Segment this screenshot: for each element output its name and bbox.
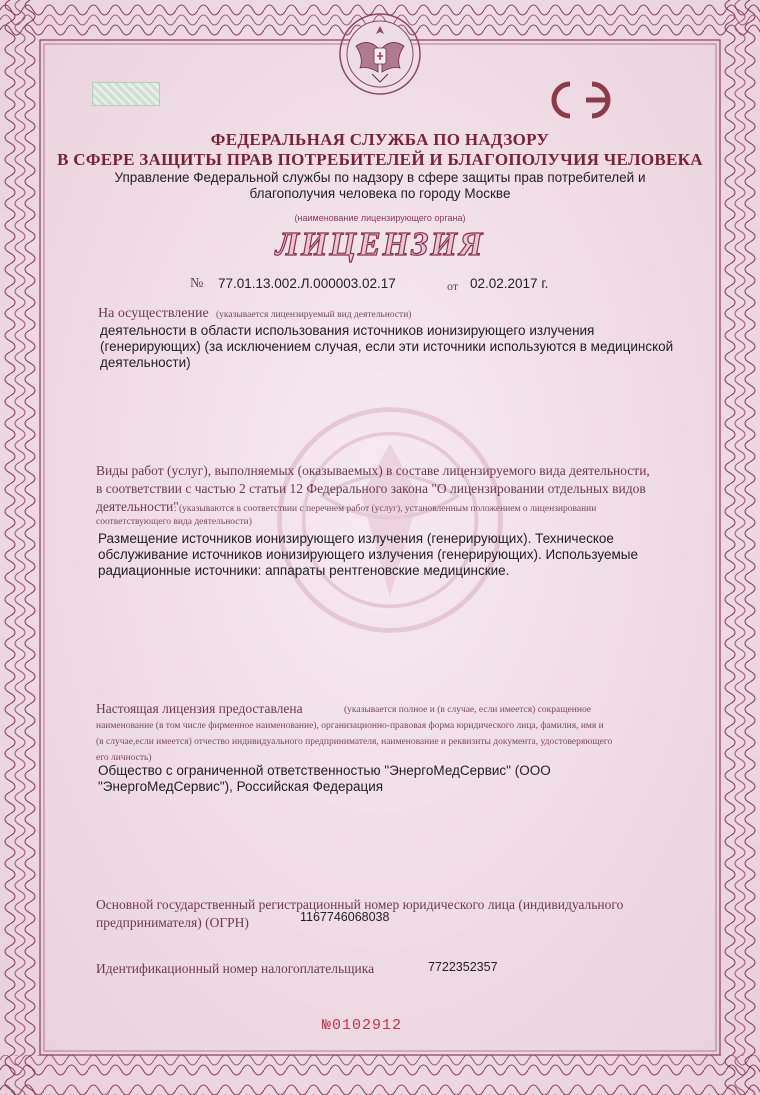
se-certification-mark-icon [548,78,618,122]
holder-name-line1: Общество с ограниченной ответственностью "ЭнергоМедСервис" (ООО [98,763,551,778]
works-text-line1: Размещение источников ионизирующего излучения (генерирующих). Техническое [98,531,614,546]
activity-text-line3: деятельности) [100,355,191,370]
license-number-label: № [190,276,204,291]
holder-name-line2: "ЭнергоМедСервис"), Российская Федерация [98,779,384,794]
form-serial-number: №0102912 [322,1017,403,1034]
license-date-label: от [447,279,459,293]
holder-caption-line3: (в случае,если имеется) отчество индивидуального предпринимателя, наименование и реквизиты документа, удостоверяющего [96,737,613,747]
holder-label: Настоящая лицензия предоставлена [96,701,303,716]
activity-label: На осуществление [98,306,209,321]
works-label-line3: деятельности" [96,499,179,514]
holder-caption-line2: наименование (в том числе фирменное наименование), организационно-правовая форма юридического лица, фамилия, имя и [96,721,604,731]
org-name-line1: ФЕДЕРАЛЬНАЯ СЛУЖБА ПО НАДЗОРУ [210,130,550,149]
works-text-line2: обслуживание источников ионизирующего излучения (генерирующих). Используемые [98,547,638,562]
issuer-line1: Управление Федеральной службы по надзору в сфере защиты прав потребителей и [114,170,646,185]
works-caption-line2: соответствующего вида деятельности) [96,517,252,527]
ogrn-label-line1: Основной государственный регистрационный номер юридического лица (индивидуального [96,897,624,912]
license-number: 77.01.13.002.Л.000003.02.17 [218,276,396,291]
holder-caption-line1: (указывается полное и (в случае, если имеется) сокращенное [344,705,592,715]
issuer-caption: (наименование лицензирующего органа) [294,213,466,223]
works-label-line2: в соответствии с частью 2 статьи 12 Федерального закона "О лицензировании отдельных видов [96,481,646,496]
works-label-line1: Виды работ (услуг), выполняемых (оказываемых) в составе лицензируемого вида деятельности, [96,463,650,478]
works-caption-line1: : (указываются в соответствии с перечнем работ (услуг), установленным положением о лицензировании [174,504,597,514]
russian-coat-of-arms-icon [338,12,422,96]
inn-label: Идентификационный номер налогоплательщика [96,961,375,976]
issuer-line2: благополучия человека по городу Москве [249,186,511,201]
ogrn-value: 1167746068038 [300,910,390,924]
license-date: 02.02.2017 г. [470,276,549,291]
activity-text-line1: деятельности в области использования источников ионизирующего излучения [100,323,595,338]
activity-caption: (указывается лицензируемый вид деятельности) [216,310,412,320]
watermark-emblem [270,400,510,640]
activity-text-line2: (генерирующих) (за исключением случая, если эти источники используются в медицинской [100,339,674,354]
ogrn-label-line2: предпринимателя) (ОГРН) [96,915,249,930]
holder-caption-line4: его личность) [96,753,152,763]
org-name-line2: В СФЕРЕ ЗАЩИТЫ ПРАВ ПОТРЕБИТЕЛЕЙ И БЛАГОПОЛУЧИЯ ЧЕЛОВЕКА [57,150,703,169]
document-title: ЛИЦЕНЗИЯ [275,226,485,263]
hologram-strip [92,82,160,106]
works-text-line3: радиационные источники: аппараты рентгеновские медицинские. [98,563,510,578]
inn-value: 7722352357 [428,960,498,974]
